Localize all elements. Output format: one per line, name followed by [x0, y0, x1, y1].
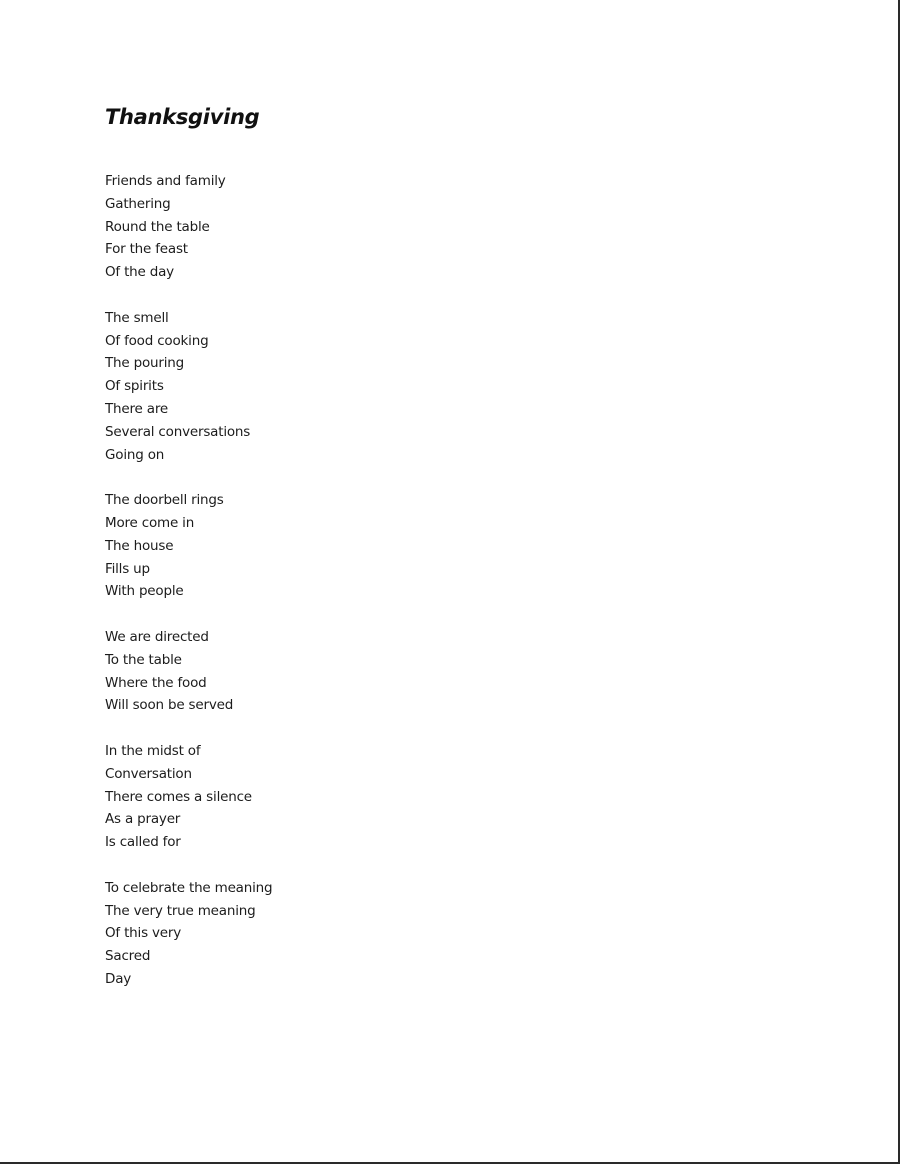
poem-line: The pouring: [105, 355, 185, 372]
poem-line: The smell: [105, 309, 169, 326]
poem-line: With people: [105, 583, 184, 600]
poem-line: The very true meaning: [105, 902, 256, 919]
poem-line: Of this very: [105, 925, 182, 942]
poem-line: The doorbell rings: [105, 492, 224, 509]
poem-line: Of spirits: [105, 378, 164, 395]
poem-line: To celebrate the meaning: [105, 879, 273, 896]
poem-line: We are directed: [105, 628, 209, 645]
poem-stanza: [105, 877, 272, 991]
poem-line: There comes a silence: [105, 788, 252, 805]
poem-line: Day: [105, 970, 132, 987]
poem-stanza: [105, 307, 272, 467]
poem-stanza: [105, 170, 272, 284]
poem-stanza: [105, 626, 272, 717]
poem-line: Friends and family: [105, 173, 226, 189]
poem-line: There are: [105, 400, 168, 417]
poem-line: For the feast: [105, 241, 188, 258]
poem-line: In the midst of: [105, 742, 201, 759]
poem-line: Sacred: [105, 948, 151, 965]
poem-stanza: [105, 489, 272, 603]
poem-line: Is called for: [105, 834, 181, 851]
poem-line: Of food cooking: [105, 332, 209, 349]
poem-line: The house: [105, 537, 174, 554]
poem-line: Gathering: [105, 195, 171, 212]
poem-body: [105, 170, 272, 1013]
poem-line: More come in: [105, 514, 195, 531]
poem-line: To the table: [105, 651, 182, 668]
poem-title: Thanksgiving: [105, 105, 260, 129]
poem-stanza: [105, 740, 272, 854]
poem-line: Round the table: [105, 218, 210, 235]
poem-line: Several conversations: [105, 423, 251, 440]
poem-line: Conversation: [105, 765, 192, 782]
poem-line: Of the day: [105, 264, 174, 281]
poem-line: Will soon be served: [105, 697, 234, 714]
poem-line: Fills up: [105, 560, 150, 577]
poem-line: As a prayer: [105, 811, 181, 828]
poem-line: Where the food: [105, 674, 207, 691]
poem-line: Going on: [105, 446, 165, 463]
